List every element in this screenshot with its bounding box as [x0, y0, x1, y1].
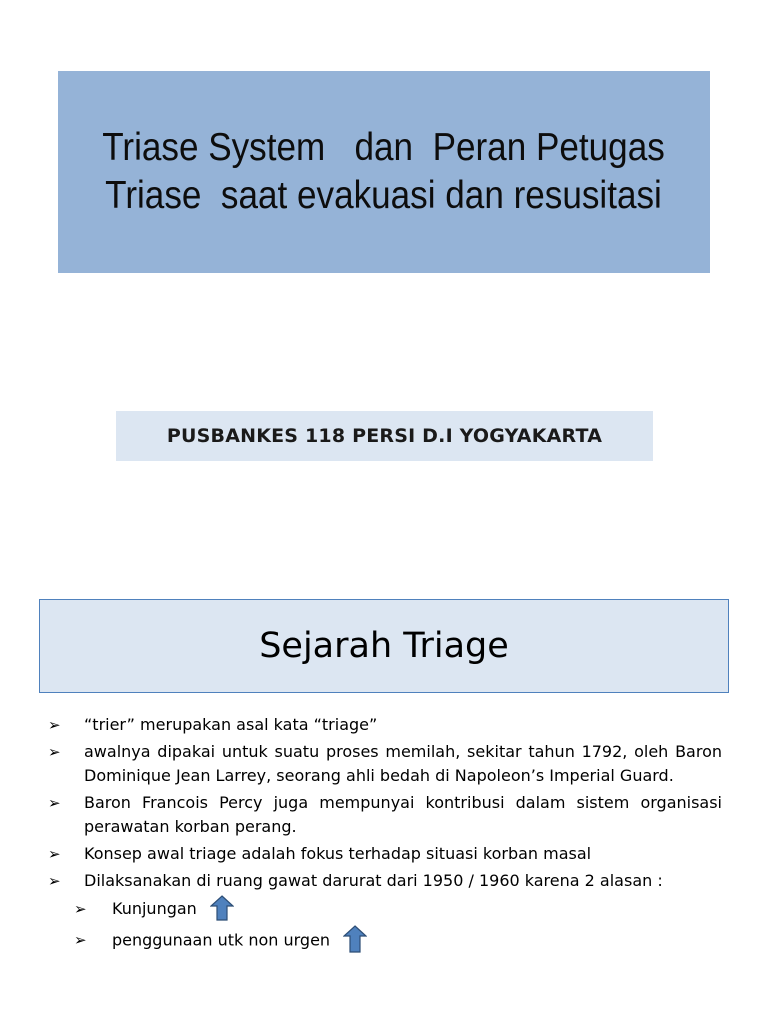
arrow-bullet-icon: ➢ [74, 900, 87, 918]
arrow-bullet-icon: ➢ [74, 931, 87, 949]
sub-bullet-text: Kunjungan [112, 899, 197, 918]
bullet-list [48, 713, 722, 958]
arrow-bullet-icon: ➢ [48, 845, 61, 863]
sub-list-item [48, 896, 722, 922]
arrow-bullet-icon: ➢ [48, 872, 61, 890]
sub-bullet-text: penggunaan utk non urgen [112, 930, 331, 950]
organization-box [116, 411, 653, 461]
bullet-text: awalnya dipakai untuk suatu proses memilah, sekitar tahun 1792, oleh Baron Dominique Jean Larrey, seorang ahli bedah di Napoleon’s Imperial Guard. [84, 742, 722, 785]
list-item [48, 791, 722, 839]
up-arrow-icon [210, 895, 234, 921]
slide-title-line-2: Triase saat evakuasi dan resusitasi [105, 174, 663, 217]
list-item [48, 869, 722, 893]
section-header-box [39, 599, 729, 693]
list-item [48, 713, 722, 737]
list-item [48, 740, 722, 788]
bullet-text: Baron Francois Percy juga mempunyai kontribusi dalam sistem organisasi perawatan korban perang. [84, 793, 722, 836]
bullet-text: “trier” merupakan asal kata “triage” [84, 715, 378, 734]
bullet-text: Konsep awal triage adalah fokus terhadap situasi korban masal [84, 844, 592, 863]
list-item [48, 842, 722, 866]
slide-title [103, 124, 666, 220]
arrow-bullet-icon: ➢ [48, 716, 61, 734]
organization-name: PUSBANKES 118 PERSI D.I YOGYAKARTA [166, 425, 603, 447]
arrow-bullet-icon: ➢ [48, 794, 61, 812]
up-arrow-icon [343, 925, 367, 953]
bullet-text: Dilaksanakan di ruang gawat darurat dari 1950 / 1960 karena 2 alasan : [84, 871, 663, 890]
section-title: Sejarah Triage [259, 626, 509, 666]
arrow-bullet-icon: ➢ [48, 743, 61, 761]
sub-list-item [48, 927, 722, 953]
slide-title-line-1: Triase System dan Peran Petugas [102, 126, 666, 169]
slide-title-box [58, 71, 710, 273]
